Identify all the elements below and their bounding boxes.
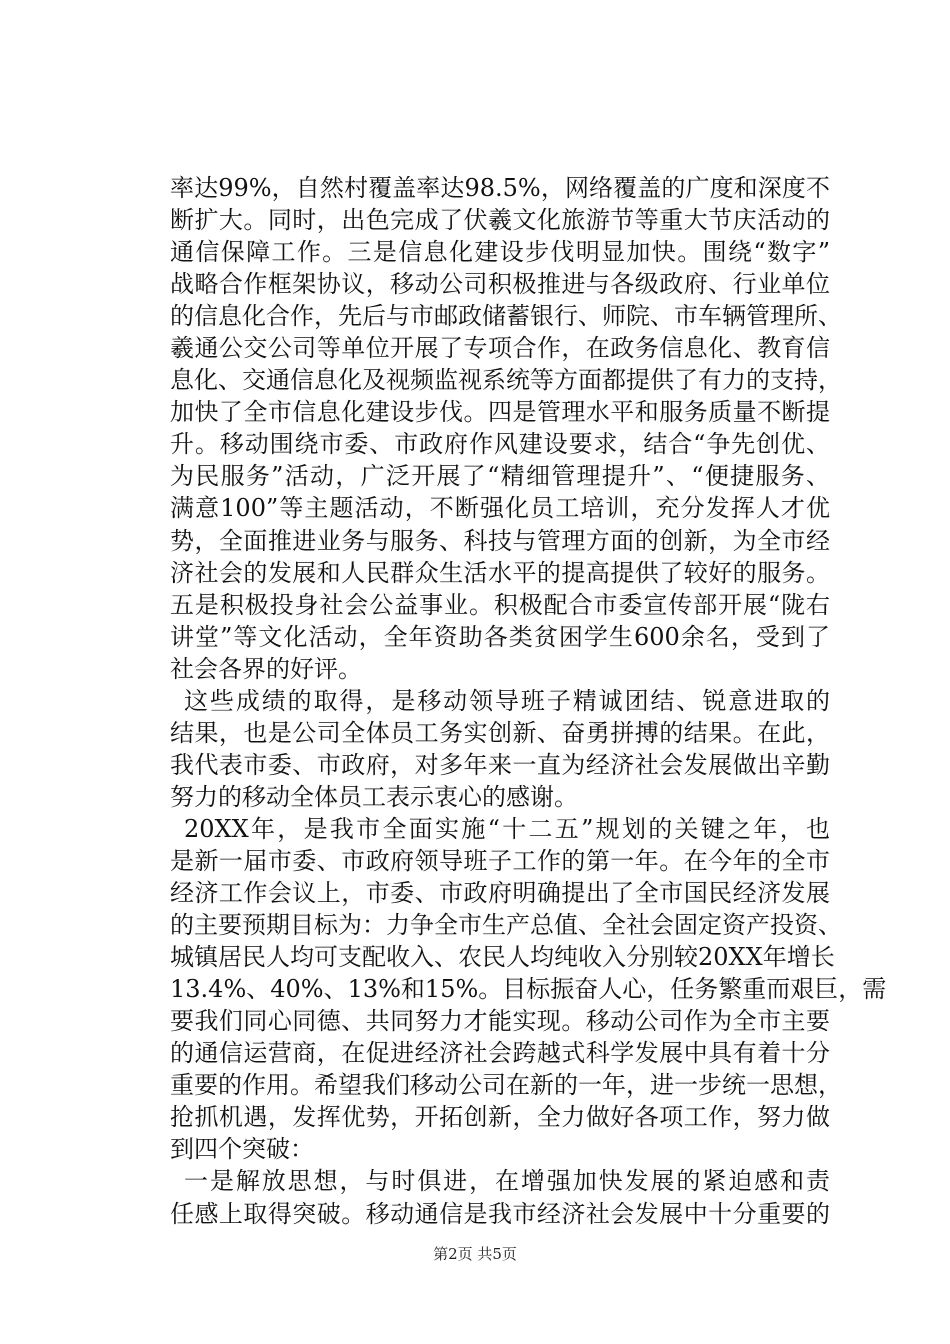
- text-line: 经济工作会议上，市委、市政府明确提出了全市国民经济发展: [170, 879, 830, 908]
- text-line: 济社会的发展和人民群众生活水平的提高提供了较好的服务。: [170, 558, 830, 587]
- text-line: 这些成绩的取得，是移动领导班子精诚团结、锐意进取的: [184, 686, 830, 715]
- text-line: 断扩大。同时，出色完成了伏羲文化旅游节等重大节庆活动的: [170, 206, 830, 235]
- text-line: 努力的移动全体员工表示衷心的感谢。: [170, 782, 578, 811]
- text-line: 是新一届市委、市政府领导班子工作的第一年。在今年的全市: [170, 846, 830, 875]
- text-line: 的通信运营商，在促进经济社会跨越式科学发展中具有着十分: [170, 1039, 830, 1068]
- text-line: 率达99%，自然村覆盖率达98.5%，网络覆盖的广度和深度不: [170, 174, 830, 202]
- text-line: 20XX年，是我市全面实施“十二五”规划的关键之年，也: [184, 814, 830, 843]
- text-line: 战略合作框架协议，移动公司积极推进与各级政府、行业单位: [170, 270, 830, 299]
- text-line: 要我们同心同德、共同努力才能实现。移动公司作为全市主要: [170, 1007, 830, 1036]
- text-line: 的信息化合作，先后与市邮政储蓄银行、师院、市车辆管理所、: [170, 302, 842, 331]
- text-line: 13.4%、40%、13%和15%。目标振奋人心，任务繁重而艰巨，需: [170, 975, 887, 1004]
- text-line: 抢抓机遇，发挥优势，开拓创新，全力做好各项工作，努力做: [170, 1103, 830, 1132]
- text-line: 任感上取得突破。移动通信是我市经济社会发展中十分重要的: [170, 1199, 830, 1228]
- text-line: 城镇居民人均可支配收入、农民人均纯收入分别较20XX年增长: [170, 943, 835, 972]
- text-line: 势，全面推进业务与服务、科技与管理方面的创新，为全市经: [170, 526, 830, 555]
- text-line: 加快了全市信息化建设步伐。四是管理水平和服务质量不断提: [170, 398, 830, 427]
- page-footer: 第2页 共5页: [433, 1245, 517, 1263]
- text-line: 羲通公交公司等单位开展了专项合作，在政务信息化、教育信: [170, 334, 830, 363]
- text-line: 五是积极投身社会公益事业。积极配合市委宣传部开展“陇右: [170, 590, 830, 619]
- text-line: 到四个突破：: [170, 1135, 314, 1164]
- document-body: [170, 172, 887, 1230]
- text-line: 满意100”等主题活动，不断强化员工培训，充分发挥人才优: [170, 494, 830, 523]
- text-line: 通信保障工作。三是信息化建设步伐明显加快。围绕“数字”: [170, 238, 830, 267]
- text-line: 重要的作用。希望我们移动公司在新的一年，进一步统一思想，: [170, 1071, 842, 1100]
- text-line: 社会各界的好评。: [170, 654, 362, 683]
- text-line: 为民服务”活动，广泛开展了“精细管理提升”、“便捷服务、: [170, 462, 830, 491]
- text-line: 升。移动围绕市委、市政府作风建设要求，结合“争先创优、: [170, 430, 830, 459]
- text-line: 我代表市委、市政府，对多年来一直为经济社会发展做出辛勤: [170, 750, 830, 779]
- text-line: 结果，也是公司全体员工务实创新、奋勇拼搏的结果。在此，: [170, 718, 830, 747]
- text-line: 讲堂”等文化活动，全年资助各类贫困学生600余名，受到了: [170, 622, 830, 651]
- text-line: 的主要预期目标为：力争全市生产总值、全社会固定资产投资、: [170, 911, 842, 940]
- text-line: 一是解放思想，与时俱进，在增强加快发展的紧迫感和责: [184, 1167, 830, 1196]
- text-line: 息化、交通信息化及视频监视系统等方面都提供了有力的支持，: [170, 366, 842, 395]
